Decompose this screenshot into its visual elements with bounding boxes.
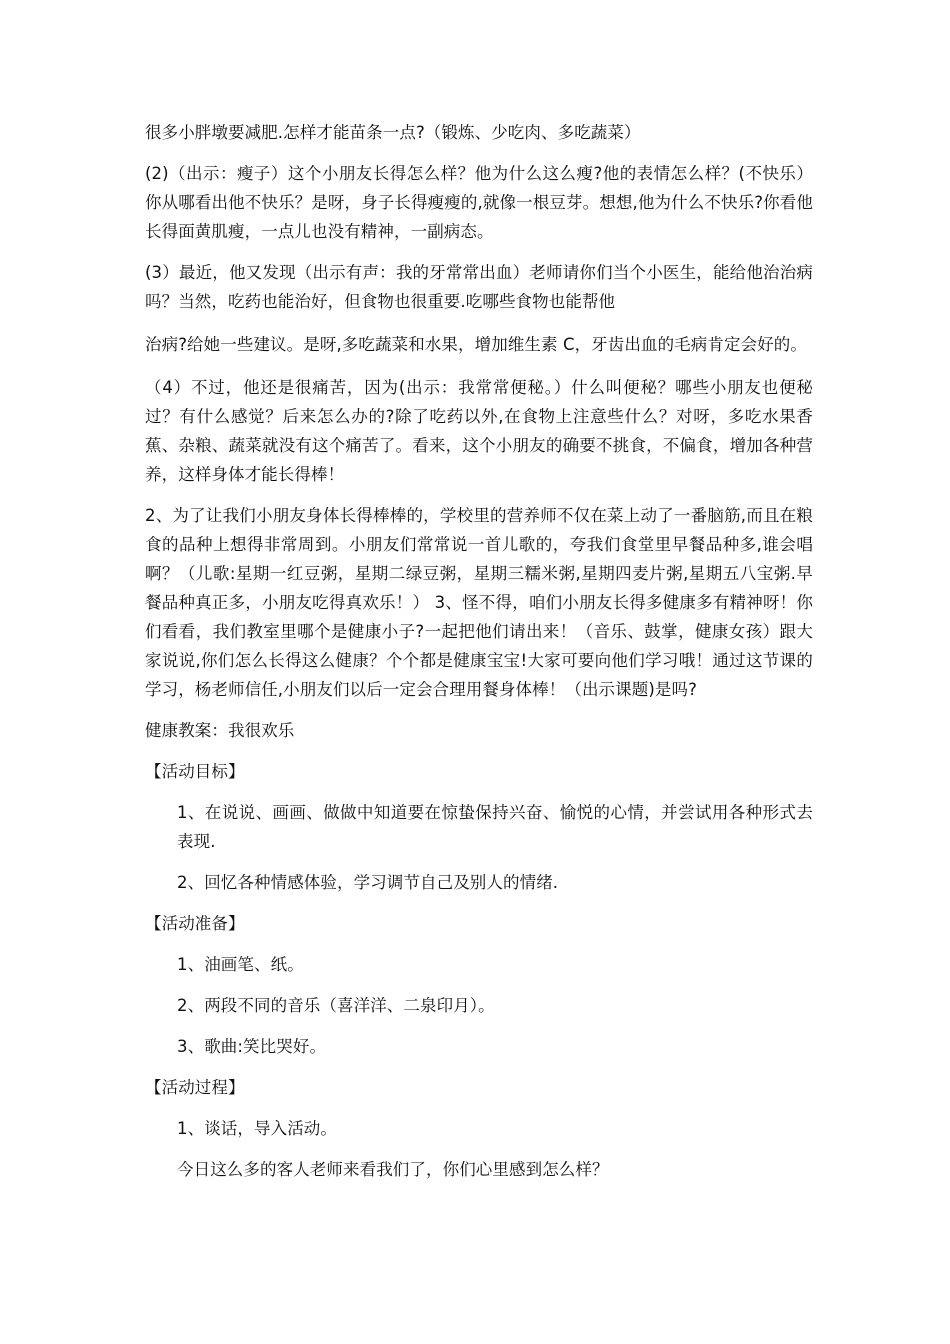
heading-activity-preparation: 【活动准备】 <box>145 914 245 933</box>
document-page <box>145 118 813 1184</box>
paragraph-vitamin-c: 治病?给她一些建议。是呀,多吃蔬菜和水果，增加维生素 C，牙齿出血的毛病肯定会好的。 <box>145 335 807 354</box>
preparation-item-1: 1、油画笔、纸。 <box>177 955 304 974</box>
paragraph-thin-child: (2)（出示：瘦子）这个小朋友长得怎么样？他为什么这么瘦?他的表情怎么样？(不快乐）你从哪看出他不快乐？是呀，身子长得瘦瘦的,就像一根豆芽。想想,他为什么不快乐?你看他长得面黄肌瘦，一点儿也没有精神，一副病态。 <box>145 164 813 241</box>
paragraph-constipation: （4）不过，他还是很痛苦，因为(出示：我常常便秘。）什么叫便秘？哪些小朋友也便秘过？有什么感觉？后来怎么办的?除了吃药以外,在食物上注意些什么？对呀，多吃水果香蕉、杂粮、蔬菜就没有这个痛苦了。看来，这个小朋友的确要不挑食，不偏食，增加各种营养，这样身体才能长得棒！ <box>145 378 813 484</box>
process-step-1: 1、谈话，导入活动。 <box>177 1119 337 1138</box>
preparation-item-2: 2、两段不同的音乐（喜洋洋、二泉印月）。 <box>177 996 495 1015</box>
goal-item-1: 1、在说说、画画、做做中知道要在惊蛰保持兴奋、愉悦的心情，并尝试用各种形式去表现. <box>177 803 813 851</box>
paragraph-breakfast-song: 2、为了让我们小朋友身体长得棒棒的，学校里的营养师不仅在菜上动了一番脑筋,而且在粮食的品种上想得非常周到。小朋友们常常说一首儿歌的，夸我们食堂里早餐品种多,谁会唱啊？（儿歌:星期一红豆粥，星期二绿豆粥，星期三糯米粥,星期四麦片粥,星期五八宝粥.早餐品种真正多，小朋友吃得真欢乐！） 3、怪不得，咱们小朋友长得多健康多有精神呀！你们看看，我们教室里哪个是健康小子?一起把他们请出来！（音乐、鼓掌，健康女孩）跟大家说说,你们怎么长得这么健康？个个都是健康宝宝!大家可要向他们学习哦！通过这节课的学习，杨老师信任,小朋友们以后一定会合理用餐身体棒！（出示课题)是吗? <box>145 506 813 699</box>
lesson-title: 健康教案：我很欢乐 <box>145 721 295 740</box>
preparation-item-3: 3、歌曲:笑比哭好。 <box>177 1037 327 1056</box>
paragraph-slim-children: 很多小胖墩要减肥.怎样才能苗条一点?（锻炼、少吃肉、多吃蔬菜） <box>145 123 641 142</box>
process-step-1-text: 今日这么多的客人老师来看我们了，你们心里感到怎么样？ <box>177 1160 609 1179</box>
paragraph-gum-bleeding: (3）最近，他又发现（出示有声：我的牙常常出血）老师请你们当个小医生，能给他治治病吗？当然，吃药也能治好，但食物也很重要.吃哪些食物也能帮他 <box>145 263 813 311</box>
heading-activity-process: 【活动过程】 <box>145 1078 245 1097</box>
goal-item-2: 2、回忆各种情感体验，学习调节自己及别人的情绪. <box>177 873 559 892</box>
heading-activity-goals: 【活动目标】 <box>145 762 245 781</box>
